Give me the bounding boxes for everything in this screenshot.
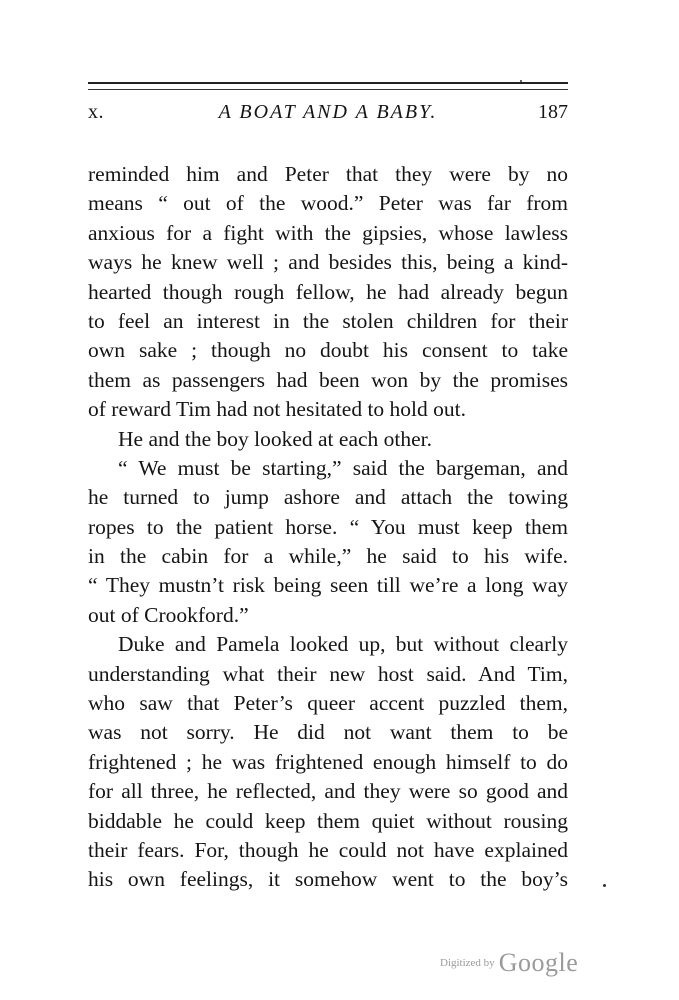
text-line: of reward Tim had not hesitated to hold out.: [88, 397, 467, 422]
text-line: understanding what their new host said. And Tim,: [88, 661, 568, 686]
text-line: his own feelings, it somehow went to the boy’s: [88, 867, 568, 892]
chapter-number: x.: [88, 101, 104, 123]
text-line: He and the boy looked at each other.: [118, 426, 433, 451]
print-speck: [520, 80, 522, 82]
text-line: who saw that Peter’s queer accent puzzled them,: [88, 691, 568, 716]
text-line: frightened ; he was frightened enough himself to do: [88, 749, 568, 774]
text-line: “ We must be starting,” said the bargeman, and: [118, 455, 568, 480]
text-line: biddable he could keep them quiet without rousing: [88, 808, 568, 833]
header-rule-bottom: [88, 89, 568, 90]
text-line: them as passengers had been won by the promises: [88, 367, 568, 392]
google-logo: Google: [498, 948, 579, 977]
page-number: 187: [538, 101, 568, 123]
text-line: he turned to jump ashore and attach the towing: [88, 485, 568, 510]
text-line: anxious for a fight with the gipsies, whose lawless: [88, 220, 568, 245]
text-line: ways he knew well ; and besides this, being a kind-: [88, 250, 568, 275]
text-line: own sake ; though no doubt his consent to take: [88, 338, 568, 363]
running-header: [88, 101, 568, 131]
text-line: to feel an interest in the stolen children for their: [88, 308, 568, 333]
text-line: means “ out of the wood.” Peter was far from: [88, 191, 568, 216]
page-body-text: [88, 160, 568, 895]
text-line: out of Crookford.”: [88, 602, 249, 627]
header-rule-top: [88, 82, 568, 84]
running-title: A BOAT AND A BABY.: [218, 101, 438, 123]
text-line: for all three, he reflected, and they were so good and: [88, 779, 568, 804]
digitized-by-google-watermark: [440, 948, 578, 978]
watermark-prefix: Digitized by: [440, 957, 495, 969]
text-line: Duke and Pamela looked up, but without clearly: [118, 632, 568, 657]
text-line: in the cabin for a while,” he said to his wife.: [88, 544, 568, 569]
text-line: hearted though rough fellow, he had already begun: [88, 279, 568, 304]
print-speck: [603, 884, 606, 887]
text-line: their fears. For, though he could not have explained: [88, 837, 568, 862]
text-line: “ They mustn’t risk being seen till we’re a long way: [88, 573, 568, 598]
text-line: was not sorry. He did not want them to be: [88, 720, 568, 745]
text-line: reminded him and Peter that they were by no: [88, 162, 568, 186]
text-line: ropes to the patient horse. “ You must keep them: [88, 514, 568, 539]
